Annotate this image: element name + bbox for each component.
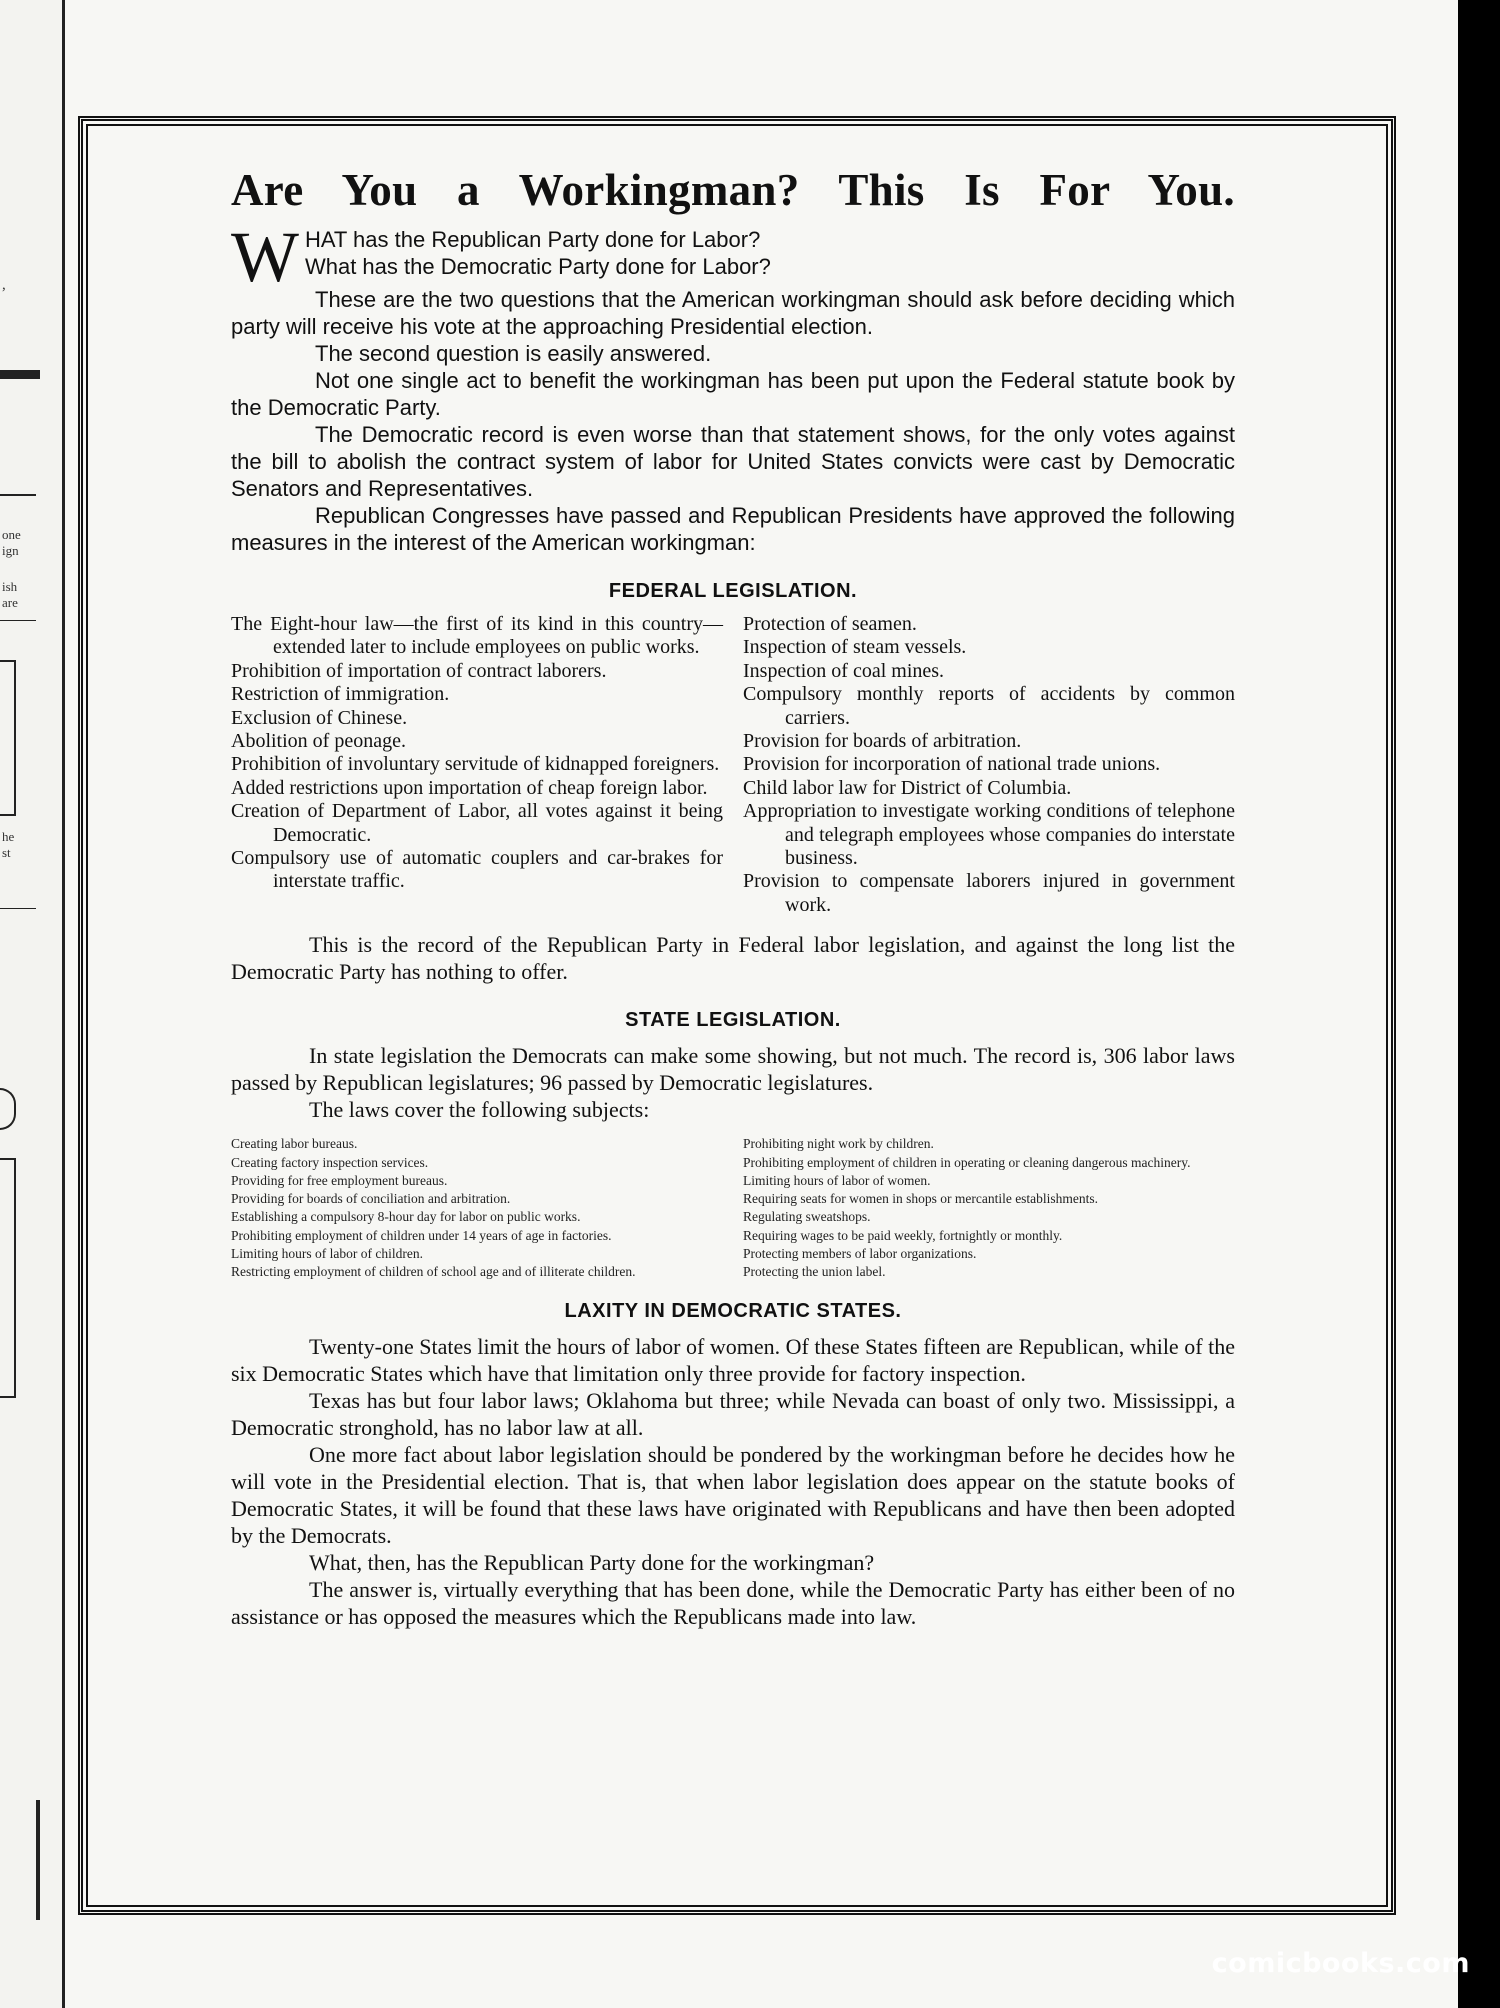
list-item: Prohibition of involuntary servitude of kidnapped foreigners. (231, 753, 720, 776)
intro-paragraph: Republican Congresses have passed and Republican Presidents have approved the following measures in the interest of the American workingman: (231, 503, 1235, 555)
binding-rule (0, 908, 36, 909)
state-heading: STATE LEGISLATION. (625, 1009, 841, 1032)
intro (231, 217, 1235, 556)
list-item: Compulsory monthly reports of accidents by common carriers. (743, 683, 1235, 729)
binding-circle (0, 1088, 16, 1130)
list-item: Prohibition of importation of contract laborers. (231, 659, 607, 682)
list-item: Creation of Department of Labor, all votes against it being Democratic. (231, 800, 723, 846)
intro-line: HAT has the Republican Party done for Labor? (304, 227, 761, 252)
list-item: Inspection of coal mines. (743, 659, 945, 682)
list-item: The Eight-hour law—the first of its kind in this country—extended later to include employees on public works. (231, 613, 723, 659)
list-item: Prohibiting employment of children in operating or cleaning dangerous machinery. (743, 1154, 1191, 1170)
article-title: Are You a Workingman? This Is For You. (231, 165, 1235, 215)
state-paragraph: The laws cover the following subjects: (309, 1097, 650, 1123)
binding-fragment: are (2, 595, 18, 610)
article (231, 160, 1235, 1630)
laxity-paragraph: Texas has but four labor laws; Oklahoma but three; while Nevada can boast of only two. Mississippi, a Democratic stronghold, has no labor law at all. (231, 1387, 1235, 1440)
federal-heading: FEDERAL LEGISLATION. (608, 580, 858, 602)
intro-paragraph: These are the two questions that the American workingman should ask before deciding which party will receive his vote at the approaching Presidential election. (231, 287, 1235, 339)
list-item: Restriction of immigration. (231, 683, 450, 706)
list-item: Providing for boards of conciliation and arbitration. (231, 1191, 511, 1207)
binding-rule (0, 494, 36, 496)
binding-rule (0, 370, 40, 379)
list-item: Provision for incorporation of national trade unions. (743, 753, 1161, 776)
list-item: Provision to compensate laborers injured in government work. (743, 870, 1235, 916)
binding-rule (36, 1800, 40, 1920)
binding-fragment: one (2, 527, 21, 542)
state-paragraph: In state legislation the Democrats can make some showing, but not much. The record is, 306 labor laws passed by Republican legislatures; 96 passed by Democratic legislatures. (231, 1043, 1235, 1096)
binding-fragment: ish (2, 579, 18, 594)
list-item: Protecting the union label. (743, 1264, 886, 1280)
list-item: Abolition of peonage. (231, 730, 406, 753)
list-item: Limiting hours of labor of children. (231, 1246, 423, 1262)
list-item: Prohibiting night work by children. (743, 1136, 934, 1152)
binding-fragment: he (2, 829, 15, 844)
state-list (231, 1135, 1235, 1281)
intro-paragraph: The second question is easily answered. (315, 341, 712, 366)
federal-list (231, 613, 1235, 917)
federal-list-right (743, 613, 1235, 917)
watermark-text: comicbooks.com (1211, 1948, 1470, 1979)
list-item: Creating labor bureaus. (231, 1136, 358, 1152)
intro-paragraph: The Democratic record is even worse than that statement shows, for the only votes against the bill to abolish the contract system of labor for United States convicts were cast by Democratic Senators and Representatives. (231, 422, 1235, 501)
list-item: Added restrictions upon importation of cheap foreign labor. (231, 776, 708, 799)
binding-box (0, 660, 16, 816)
list-item: Limiting hours of labor of women. (743, 1172, 931, 1188)
list-item: Protecting members of labor organizations. (743, 1246, 977, 1262)
list-item: Appropriation to investigate working conditions of telephone and telegraph employees whose companies do interstate business. (743, 800, 1235, 870)
list-item: Requiring seats for women in shops or mercantile establishments. (743, 1191, 1099, 1207)
list-item: Child labor law for District of Columbia. (743, 776, 1072, 799)
list-item: Restricting employment of children of school age and of illiterate children. (231, 1264, 636, 1280)
list-item: Prohibiting employment of children under 14 years of age in factories. (231, 1227, 612, 1243)
list-item: Provision for boards of arbitration. (743, 730, 1022, 753)
laxity-heading: LAXITY IN DEMOCRATIC STATES. (564, 1299, 902, 1322)
drop-cap: W (231, 217, 299, 297)
list-item: Compulsory use of automatic couplers and car-brakes for interstate traffic. (231, 847, 723, 893)
laxity-paragraph: The answer is, virtually everything that has been done, while the Democratic Party has either been of no assistance or has opposed the measures which the Republicans made into law. (231, 1576, 1235, 1629)
adjacent-page-edge: , one ign ish are he st (0, 0, 65, 2008)
intro-paragraph: Not one single act to benefit the workingman has been put upon the Federal statute book by the Democratic Party. (231, 368, 1235, 420)
intro-line: What has the Democratic Party done for Labor? (304, 254, 771, 279)
list-item: Providing for free employment bureaus. (231, 1172, 448, 1188)
state-list-left (231, 1135, 723, 1281)
laxity-paragraph: One more fact about labor legislation should be pondered by the workingman before he decides how he will vote in the Presidential election. That is, that when labor legislation does appear on the statute books of Democratic States, it will be found that these laws have originated with Republicans and have then been adopted by the Democrats. (231, 1441, 1235, 1548)
laxity-paragraph: What, then, has the Republican Party done for the workingman? (309, 1549, 875, 1575)
list-item: Creating factory inspection services. (231, 1154, 429, 1170)
list-item: Protection of seamen. (743, 613, 917, 635)
list-item: Regulating sweatshops. (743, 1209, 871, 1225)
binding-rule (0, 620, 36, 621)
list-item: Requiring wages to be paid weekly, fortnightly or monthly. (743, 1227, 1063, 1243)
federal-list-left (231, 613, 723, 917)
binding-fragment: st (2, 845, 11, 860)
list-item: Establishing a compulsory 8-hour day for labor on public works. (231, 1209, 581, 1225)
federal-summary: This is the record of the Republican Party in Federal labor legislation, and against the long list the Democratic Party has nothing to offer. (231, 932, 1235, 985)
binding-box (0, 1158, 16, 1398)
list-item: Exclusion of Chinese. (231, 706, 408, 729)
binding-fragment: ign (2, 543, 19, 558)
list-item: Inspection of steam vessels. (743, 636, 967, 659)
laxity-paragraph: Twenty-one States limit the hours of labor of women. Of these States fifteen are Republican, while of the six Democratic States which have that limitation only three provide for factory inspection. (231, 1333, 1235, 1386)
state-list-right (743, 1135, 1235, 1281)
